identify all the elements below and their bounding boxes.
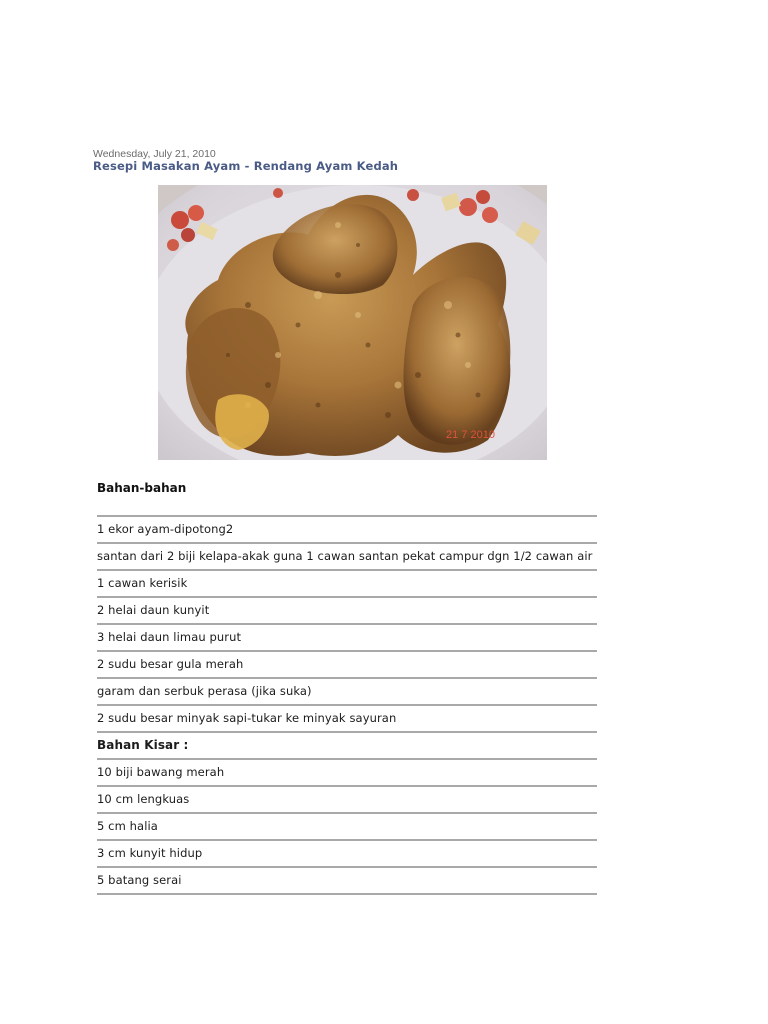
blend-ingredient-item: 3 cm kunyit hidup [97, 841, 597, 868]
ingredient-item: 2 sudu besar gula merah [97, 652, 597, 679]
ingredient-item: 1 ekor ayam-dipotong2 [97, 517, 597, 544]
ingredients-heading: Bahan-bahan [97, 480, 597, 517]
ingredient-item: santan dari 2 biji kelapa-akak guna 1 cawan santan pekat campur dgn 1/2 cawan air [97, 544, 597, 571]
blend-ingredient-rows [97, 760, 597, 895]
ingredient-item: garam dan serbuk perasa (jika suka) [97, 679, 597, 706]
ingredient-item: 1 cawan kerisik [97, 571, 597, 598]
ingredient-item: 2 sudu besar minyak sapi-tukar ke minyak sayuran [97, 706, 597, 733]
ingredients-list [97, 480, 597, 895]
photo-timestamp: 21 7 2010 [446, 429, 495, 441]
blend-ingredient-item: 10 cm lengkuas [97, 787, 597, 814]
ingredient-item: 3 helai daun limau purut [97, 625, 597, 652]
rendang-photo [158, 185, 547, 460]
post-title[interactable]: Resepi Masakan Ayam - Rendang Ayam Kedah [93, 159, 399, 173]
blend-ingredients-heading: Bahan Kisar : [97, 733, 597, 760]
ingredient-item: 2 helai daun kunyit [97, 598, 597, 625]
post-date: Wednesday, July 21, 2010 [93, 148, 216, 160]
blend-ingredient-item: 10 biji bawang merah [97, 760, 597, 787]
ingredient-rows [97, 517, 597, 733]
blend-ingredient-item: 5 cm halia [97, 814, 597, 841]
blend-ingredient-item: 5 batang serai [97, 868, 597, 895]
rendang-photo-illustration [158, 185, 547, 460]
